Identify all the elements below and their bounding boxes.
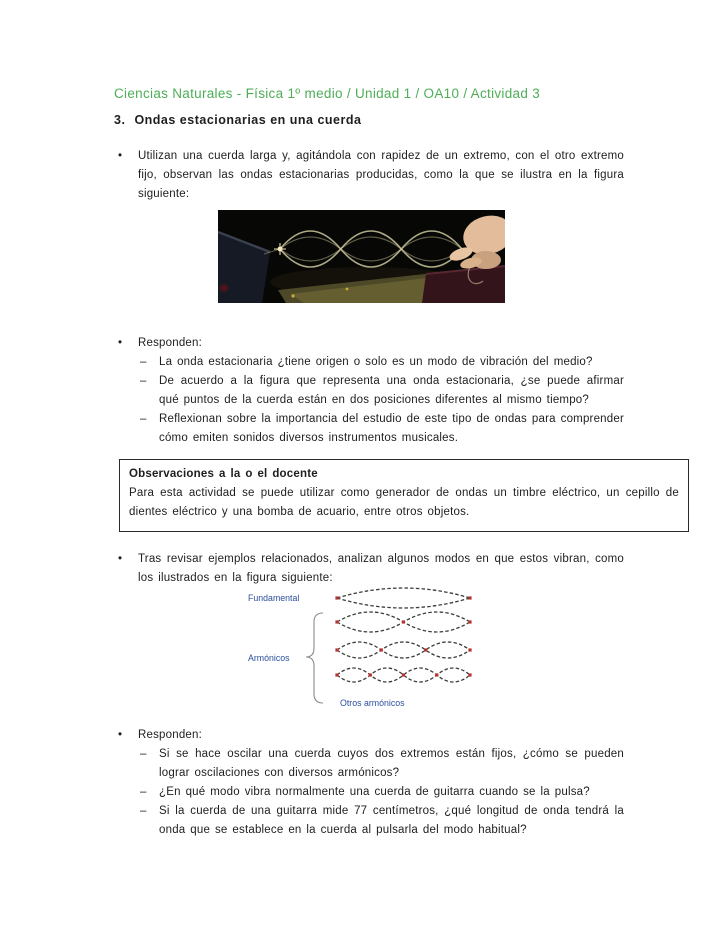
list-item [140, 372, 624, 410]
respond-label: Responden: [138, 337, 203, 349]
section-title [114, 113, 361, 127]
modes-paragraph: Tras revisar ejemplos relacionados, analizan algunos modos en que estos vibran, como los ilustrados en la figura siguiente: [138, 553, 624, 584]
box-title: Observaciones a la o el docente [129, 468, 318, 480]
list-item [140, 353, 624, 372]
dash-marker: – [140, 375, 147, 387]
question-text: Si se hace oscilar una cuerda cuyos dos extremos están fijos, ¿cómo se pueden lograr oscilaciones con diversos armónicos? [159, 748, 624, 779]
list-item [140, 410, 624, 448]
question-text: Si la cuerda de una guitarra mide 77 centímetros, ¿qué longitud de onda tendrá la onda que se establece en la cuerda al pulsarla del modo habitual? [159, 805, 624, 836]
section-number: 3. [114, 113, 126, 127]
bullet-marker: • [118, 337, 123, 349]
harmonics-diagram [243, 576, 478, 716]
question-text: La onda estacionaria ¿tiene origen o solo es un modo de vibración del medio? [159, 356, 593, 368]
respond-label-row [118, 726, 624, 745]
intro-paragraph: Utilizan una cuerda larga y, agitándola con rapidez de un extremo, con el otro extremo fijo, observan las ondas estacionarias producidas, como la que se ilustra en la figura siguiente: [138, 150, 624, 200]
respond-label: Responden: [138, 729, 203, 741]
respond-section-2 [118, 726, 624, 840]
section-heading: Ondas estacionarias en una cuerda [134, 113, 362, 127]
fundamental-label: Fundamental [248, 593, 300, 603]
box-body: Para esta actividad se puede utilizar como generador de ondas un timbre eléctrico, un cepillo de dientes eléctrico y una bomba de acuario, entre otros objetos. [129, 487, 679, 518]
bullet-marker: • [118, 150, 123, 162]
question-text: De acuerdo a la figura que representa una onda estacionaria, ¿se puede afirmar qué puntos de la cuerda están en dos posiciones diferentes al mismo tiempo? [159, 375, 624, 406]
dash-marker: – [140, 786, 147, 798]
teacher-observations-box [119, 459, 689, 532]
respond-label-row [118, 334, 624, 353]
respond-section-1 [118, 334, 624, 448]
dash-marker: – [140, 748, 147, 760]
list-item [140, 745, 624, 783]
standing-wave-photo-graphic [218, 210, 505, 303]
bullet-marker: • [118, 729, 123, 741]
harmonics-diagram-graphic [243, 576, 478, 716]
dash-marker: – [140, 805, 147, 817]
breadcrumb: Ciencias Naturales - Física 1º medio / Unidad 1 / OA10 / Actividad 3 [114, 86, 541, 101]
dash-marker: – [140, 413, 147, 425]
question-text: Reflexionan sobre la importancia del estudio de este tipo de ondas para comprender cómo emiten sonidos diversos instrumentos musicales. [159, 413, 624, 444]
respond-sublist [140, 353, 624, 448]
standing-wave-photo [218, 210, 505, 303]
harmonics-label: Armónicos [248, 653, 290, 663]
bullet-marker: • [118, 553, 123, 565]
standing-wave-modes [335, 588, 471, 682]
intro-bullet [118, 147, 624, 204]
question-text: ¿En qué modo vibra normalmente una cuerda de guitarra cuando se la pulsa? [159, 786, 590, 798]
list-item [140, 783, 624, 802]
harmonics-brace [306, 613, 323, 703]
list-item [140, 802, 624, 840]
other-harmonics-label: Otros armónicos [340, 698, 405, 708]
dash-marker: – [140, 356, 147, 368]
respond-sublist [140, 745, 624, 840]
